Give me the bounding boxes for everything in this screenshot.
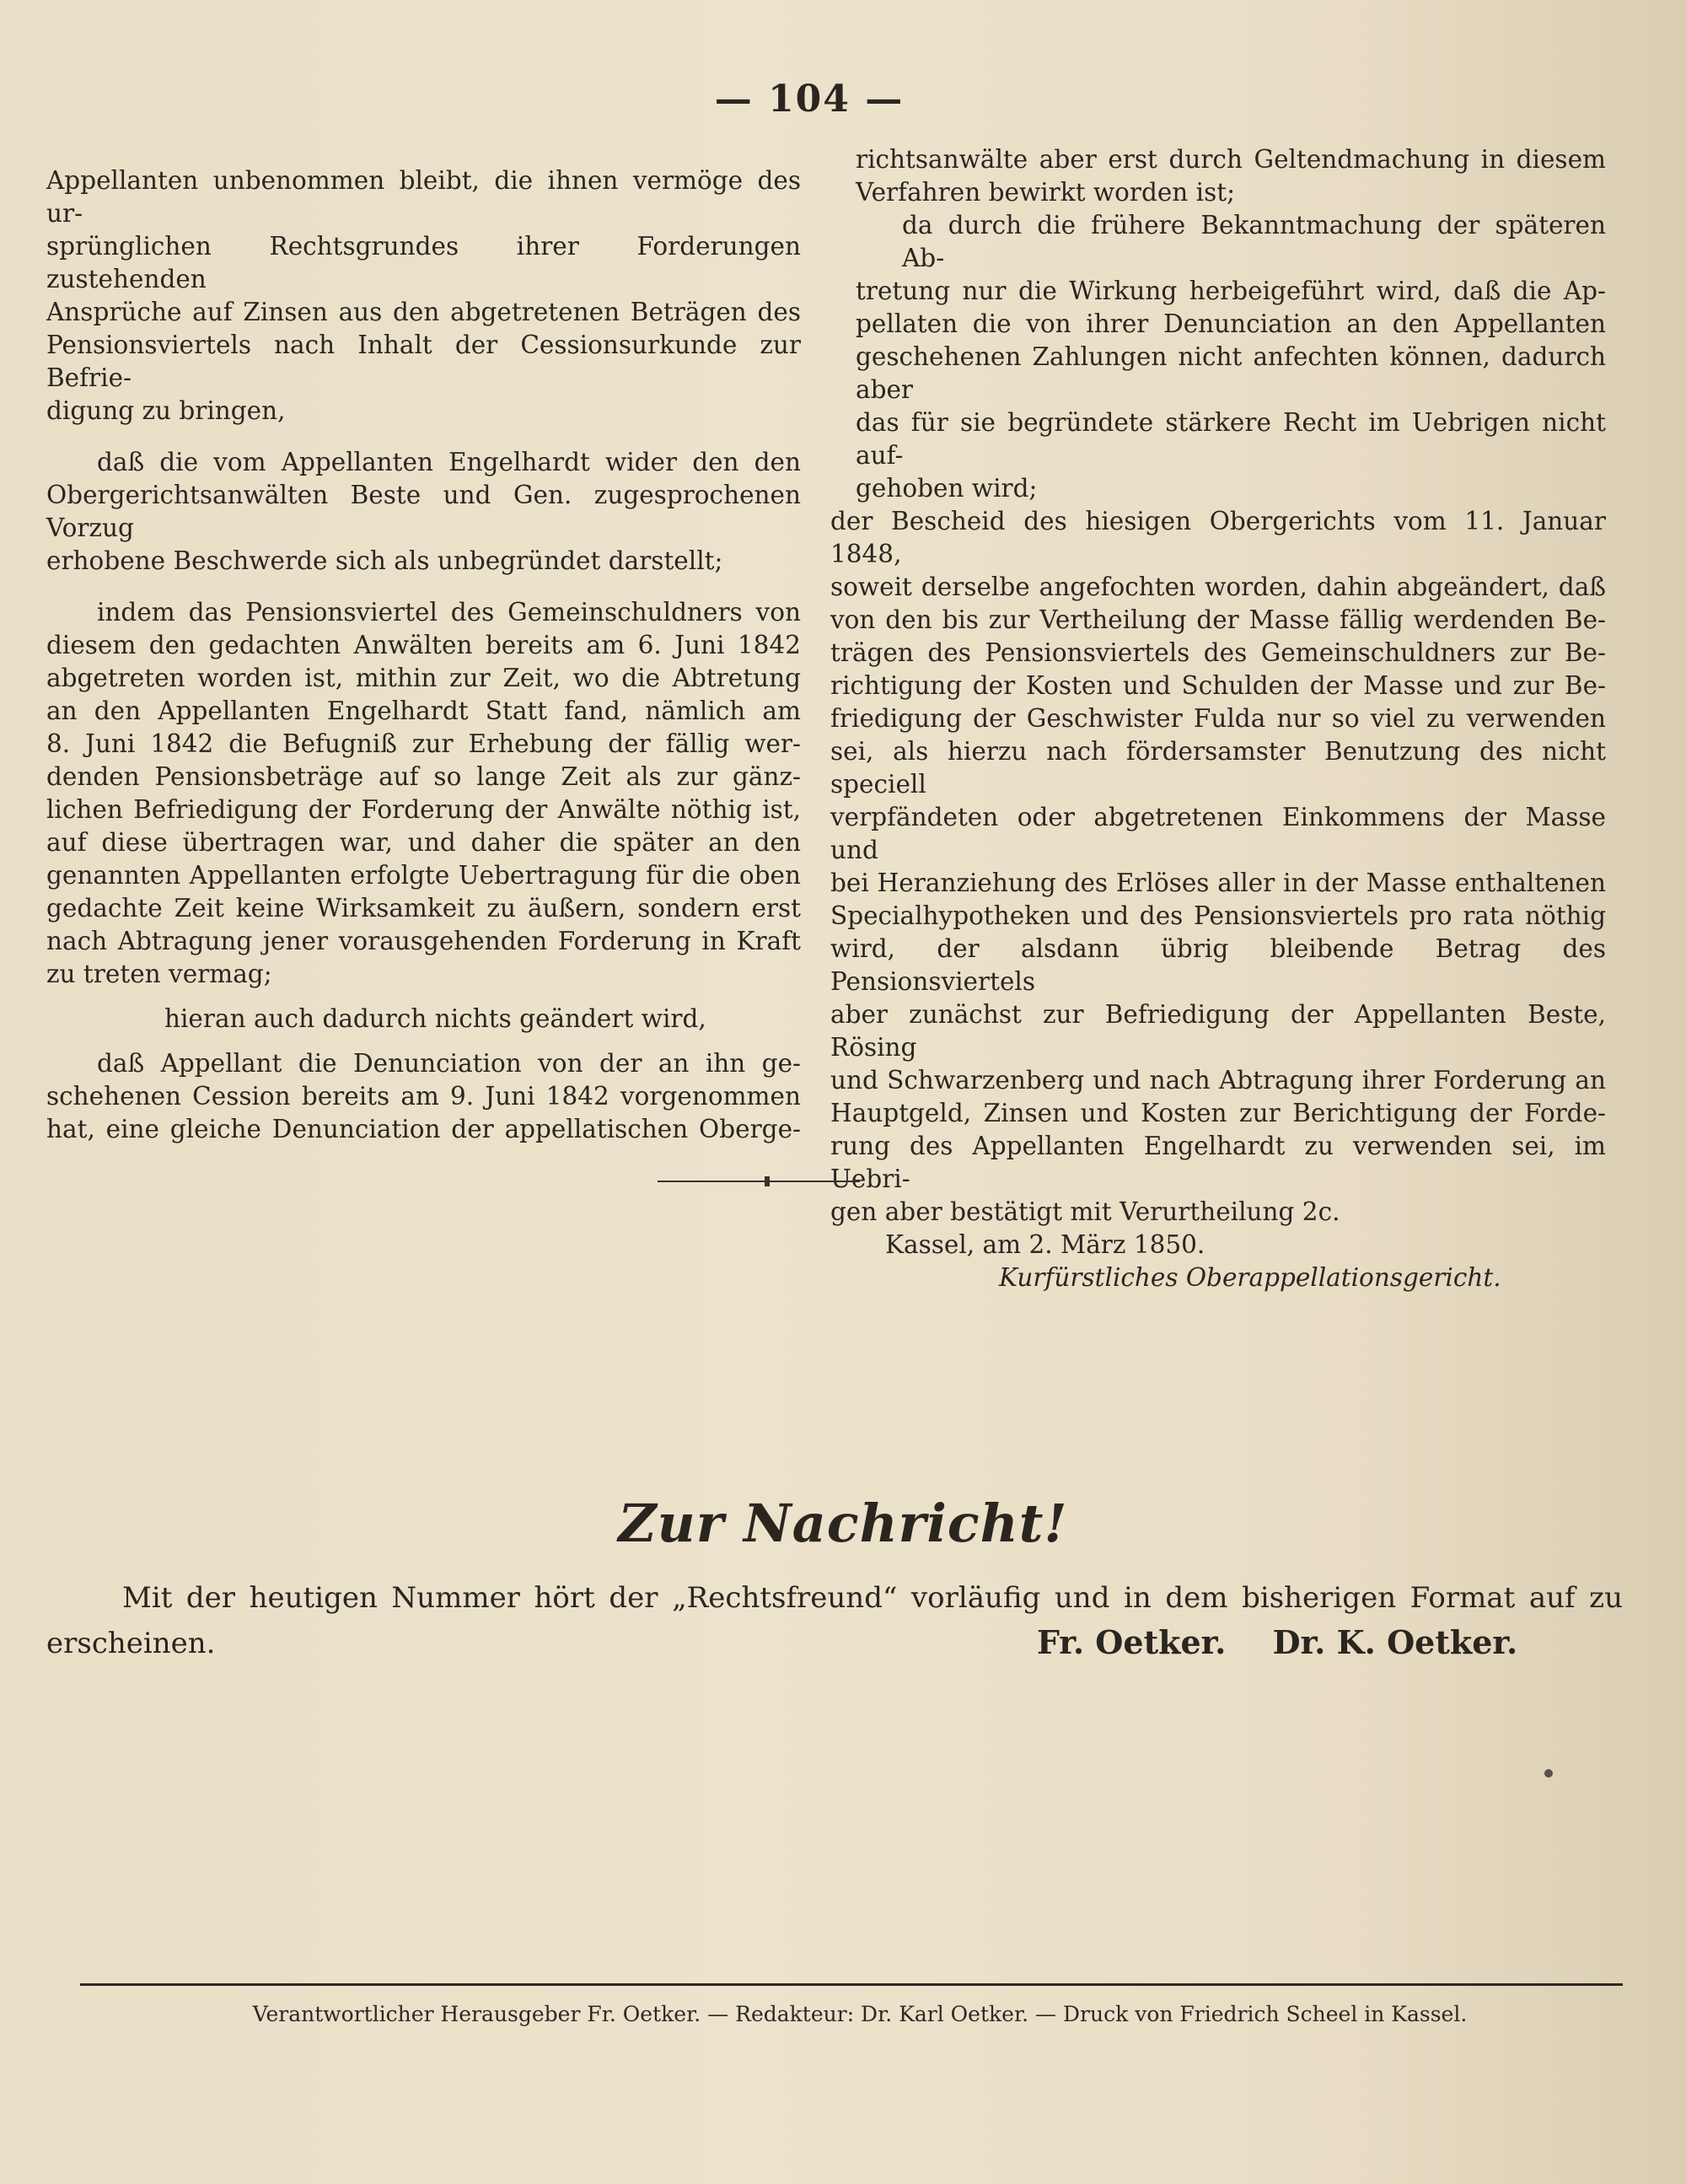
text-line: zu treten vermag; (46, 960, 272, 988)
text-line: Specialhypotheken und des Pensionsviertels pro rata nöthig (830, 901, 1606, 930)
text-line: indem das Pensionsviertel des Gemeinschuldners von (97, 598, 801, 627)
text-line: Ansprüche auf Zinsen aus den abgetretenen Beträgen des (46, 298, 801, 326)
text-line: auf diese übertragen war, und daher die später an den (46, 828, 801, 857)
text-line: gehoben wird; (856, 474, 1038, 503)
text-line: Obergerichtsanwälten Beste und Gen. zugesprochenen Vorzug (46, 481, 801, 542)
footer-rule (80, 1983, 1623, 1986)
text-line: genannten Appellanten erfolgte Uebertragung für die oben (46, 861, 801, 890)
text-line: von den bis zur Vertheilung der Masse fällig werdenden Be- (830, 605, 1606, 634)
text-line: wird, der alsdann übrig bleibende Betrag des Pensionsviertels (830, 934, 1606, 996)
text-line: sprünglichen Rechtsgrundes ihrer Forderungen zustehenden (46, 232, 801, 293)
imprint-footer: Verantwortlicher Herausgeber Fr. Oetker. — Redakteur: Dr. Karl Oetker. — Druck von Friedrich Scheel in Kassel. (252, 2002, 1468, 2026)
text-line: hat, eine gleiche Denunciation der appellatischen Oberge- (46, 1115, 801, 1143)
text-line: und Schwarzenberg und nach Abtragung ihrer Forderung an (830, 1066, 1606, 1095)
divider-ornament (765, 1176, 770, 1186)
text-line: bei Heranziehung des Erlöses aller in der Masse enthaltenen (830, 869, 1606, 897)
text-line: richtigung der Kosten und Schulden der Masse und zur Be- (830, 671, 1606, 700)
text-line: lichen Befriedigung der Forderung der Anwälte nöthig ist, (46, 795, 801, 824)
signature-fr-oetker: Fr. Oetker. (1037, 1623, 1227, 1661)
text-line: sei, als hierzu nach fördersamster Benutzung des nicht speciell (830, 737, 1606, 799)
text-line: Hauptgeld, Zinsen und Kosten zur Berichtigung der Forde- (830, 1099, 1606, 1127)
text-line: digung zu bringen, (46, 396, 286, 425)
text-line: denden Pensionsbeträge auf so lange Zeit als zur gänz- (46, 762, 801, 791)
page-number: — 104 — (714, 78, 905, 121)
text-line: trägen des Pensionsviertels des Gemeinschuldners zur Be- (830, 638, 1606, 667)
text-line: nach Abtragung jener vorausgehenden Forderung in Kraft (46, 927, 801, 955)
section-divider (658, 1181, 860, 1182)
text-line: schehenen Cession bereits am 9. Juni 1842 vorgenommen (46, 1082, 801, 1111)
text-line: abgetreten worden ist, mithin zur Zeit, wo die Abtretung (46, 664, 801, 692)
text-line: friedigung der Geschwister Fulda nur so viel zu verwenden (830, 704, 1606, 733)
notice-title: Zur Nachricht! (618, 1493, 1068, 1554)
text-line: der Bescheid des hiesigen Obergerichts vom 11. Januar 1848, (830, 507, 1606, 568)
print-speck (1544, 1769, 1553, 1778)
text-line: tretung nur die Wirkung herbeigeführt wird, daß die Ap- (856, 277, 1606, 305)
text-line: Appellanten unbenommen bleibt, die ihnen vermöge des ur- (46, 166, 801, 228)
text-line: pellaten die von ihrer Denunciation an den Appellanten (856, 309, 1606, 338)
text-line: gedachte Zeit keine Wirksamkeit zu äußern, sondern erst (46, 894, 801, 923)
text-line: daß Appellant die Denunciation von der an ihn ge- (97, 1049, 801, 1078)
notice-line: Mit der heutigen Nummer hört der „Rechtsfreund“ vorläufig und in dem bisherigen Format auf zu (122, 1581, 1623, 1615)
text-line: 8. Juni 1842 die Befugniß zur Erhebung der fällig wer- (46, 729, 801, 758)
right-column (830, 143, 1606, 1294)
text-line: erhobene Beschwerde sich als unbegründet darstellt; (46, 546, 723, 575)
dateline: Kassel, am 2. März 1850. (885, 1230, 1205, 1259)
notice-line: erscheinen. (46, 1627, 216, 1660)
text-line: richtsanwälte aber erst durch Geltendmachung in diesem (856, 145, 1606, 174)
text-line: soweit derselbe angefochten worden, dahin abgeändert, daß (830, 573, 1606, 601)
text-line: rung des Appellanten Engelhardt zu verwenden sei, im Uebri- (830, 1132, 1606, 1193)
text-line: aber zunächst zur Befriedigung der Appellanten Beste, Rösing (830, 1000, 1606, 1062)
text-line: hieran auch dadurch nichts geändert wird, (164, 1004, 706, 1033)
text-line: daß die vom Appellanten Engelhardt wider den den (97, 448, 801, 476)
left-column (46, 164, 801, 1146)
text-line: verpfändeten oder abgetretenen Einkommens der Masse und (830, 803, 1606, 864)
text-line: diesem den gedachten Anwälten bereits am 6. Juni 1842 (46, 631, 801, 659)
text-line: Verfahren bewirkt worden ist; (856, 178, 1236, 207)
signatures (1037, 1623, 1627, 1661)
text-line: gen aber bestätigt mit Verurtheilung 2c. (830, 1197, 1340, 1226)
signature-dr-k-oetker: Dr. K. Oetker. (1272, 1623, 1518, 1661)
text-line: das für sie begründete stärkere Recht im Uebrigen nicht auf- (856, 408, 1606, 470)
text-line: da durch die frühere Bekanntmachung der späteren Ab- (902, 211, 1606, 272)
text-line: geschehenen Zahlungen nicht anfechten können, dadurch aber (856, 342, 1606, 404)
court-name: Kurfürstliches Oberappellationsgericht. (999, 1263, 1501, 1292)
text-line: Pensionsviertels nach Inhalt der Cessionsurkunde zur Befrie- (46, 331, 801, 392)
text-line: an den Appellanten Engelhardt Statt fand, nämlich am (46, 697, 801, 725)
